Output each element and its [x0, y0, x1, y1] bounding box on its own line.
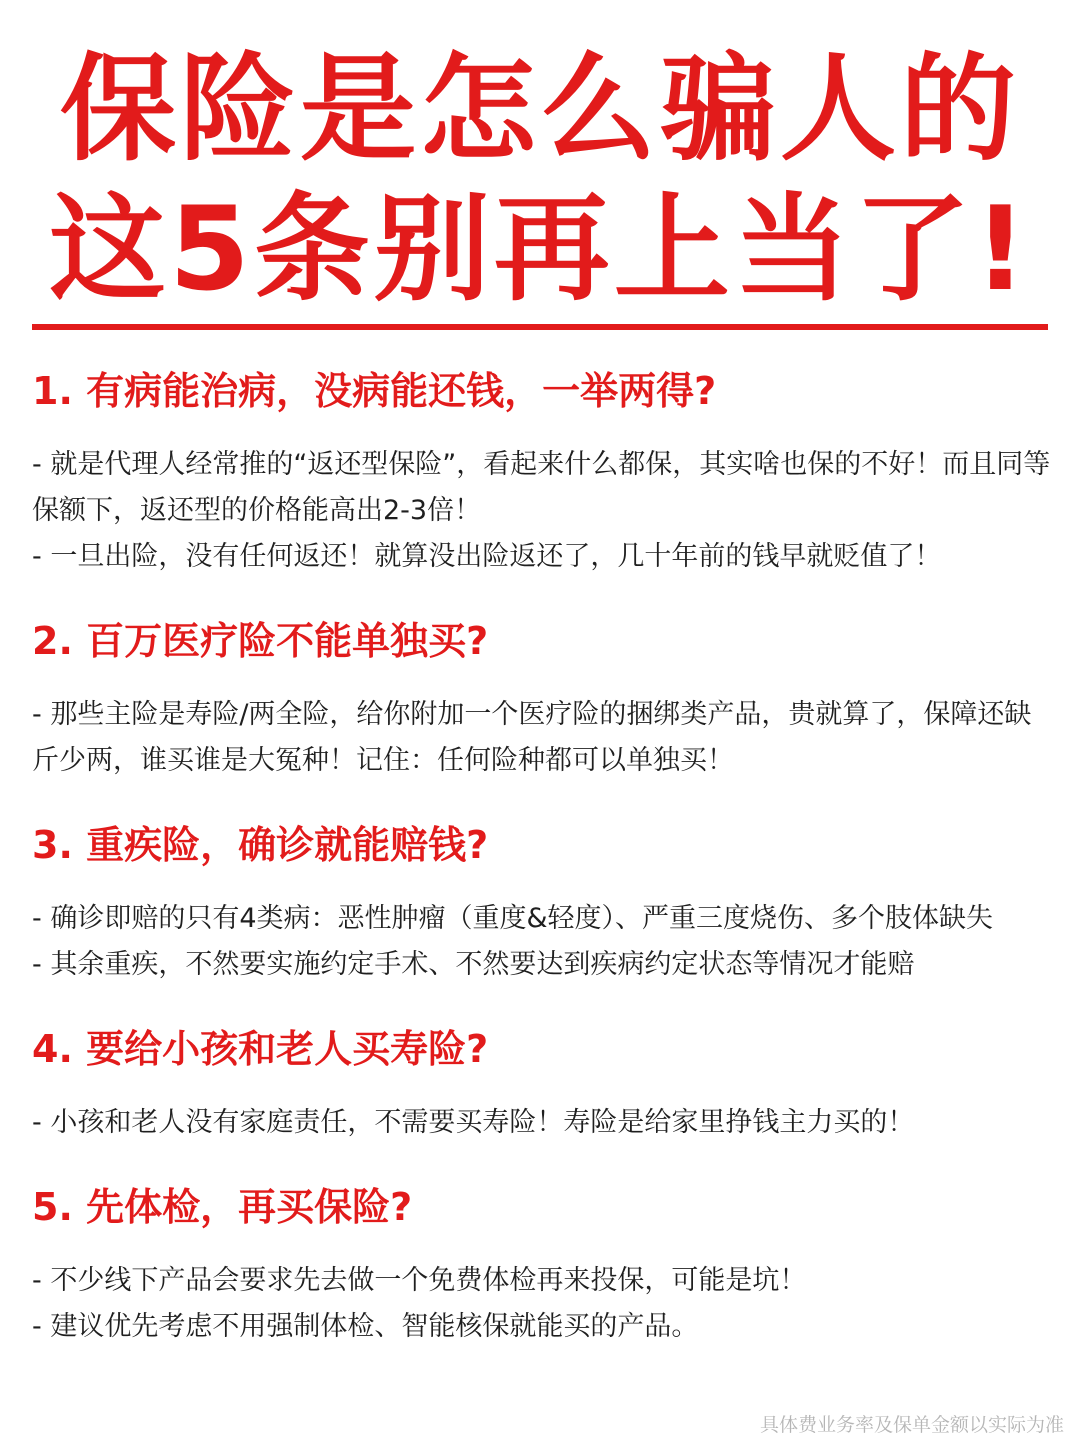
section-2	[32, 610, 1052, 784]
section-heading: 1. 有病能治病，没病能还钱，一举两得?	[32, 369, 717, 413]
page-title	[0, 40, 1080, 320]
title-line-2: 这5条别再上当了!	[49, 182, 1031, 317]
paragraph: - 那些主险是寿险/两全险，给你附加一个医疗险的捆绑类产品，贵就算了，保障还缺斤少两，谁买谁是大冤种！记住：任何险种都可以单独买！	[32, 699, 1032, 776]
section-heading: 2. 百万医疗险不能单独买?	[32, 619, 489, 663]
section-body	[32, 1100, 1052, 1146]
paragraph: - 一旦出险，没有任何返还！就算没出险返还了，几十年前的钱早就贬值了！	[32, 541, 942, 572]
section-5	[32, 1176, 1052, 1350]
paragraph: - 小孩和老人没有家庭责任，不需要买寿险！寿险是给家里挣钱主力买的！	[32, 1107, 915, 1138]
disclaimer-footnote: 具体费业务率及保单金额以实际为准	[759, 1414, 1064, 1436]
title-divider	[32, 324, 1048, 330]
section-body	[32, 896, 1052, 988]
section-3	[32, 814, 1052, 988]
paragraph: - 其余重疾，不然要实施约定手术、不然要达到疾病约定状态等情况才能赔	[32, 949, 915, 980]
section-body	[32, 1258, 1052, 1350]
section-heading: 4. 要给小孩和老人买寿险?	[32, 1027, 489, 1071]
paragraph: - 不少线下产品会要求先去做一个免费体检再来投保，可能是坑！	[32, 1265, 807, 1296]
section-4	[32, 1018, 1052, 1146]
section-body	[32, 692, 1052, 784]
section-heading: 3. 重疾险，确诊就能赔钱?	[32, 823, 489, 867]
section-1	[32, 360, 1052, 580]
paragraph: - 确诊即赔的只有4类病：恶性肿瘤（重度&轻度）、严重三度烧伤、多个肢体缺失	[32, 903, 994, 934]
section-body	[32, 442, 1052, 580]
paragraph: - 就是代理人经常推的“返还型保险”，看起来什么都保，其实啥也保的不好！而且同等保额下，返还型的价格能高出2-3倍！	[32, 449, 1051, 526]
article-body	[32, 360, 1052, 1350]
section-heading: 5. 先体检，再买保险?	[32, 1185, 413, 1229]
paragraph: - 建议优先考虑不用强制体检、智能核保就能买的产品。	[32, 1311, 699, 1342]
title-line-1: 保险是怎么骗人的	[60, 42, 1020, 177]
